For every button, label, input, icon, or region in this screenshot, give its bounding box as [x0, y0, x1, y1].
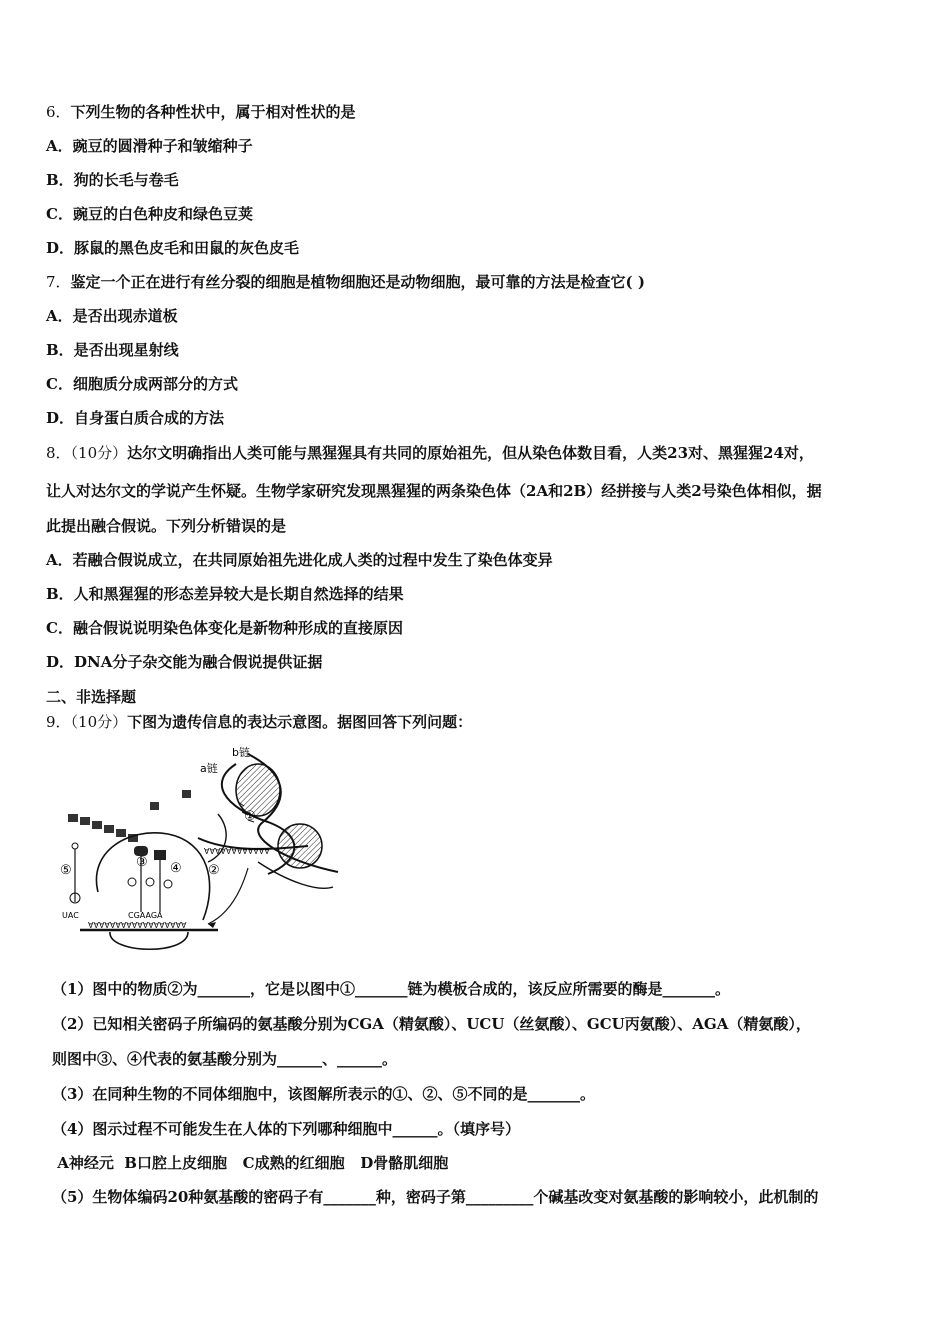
q7-option-a: A．是否出现赤道板 — [46, 307, 178, 325]
q7-option-b: B．是否出现星射线 — [46, 341, 179, 359]
q6-option-c: C．豌豆的白色种皮和绿色豆荚 — [46, 205, 253, 223]
q8-option-b: B．人和黑猩猩的形态差异较大是长期自然选择的结果 — [46, 585, 404, 603]
q8-option-a: A．若融合假说成立，在共同原始祖先进化成人类的过程中发生了染色体变异 — [46, 551, 553, 569]
ribosome-small-subunit — [110, 932, 188, 949]
q9-sub-2-cont: 则图中③、④代表的氨基酸分别为______、______。 — [52, 1050, 398, 1068]
q9-sub-5: （5）生物体编码20种氨基酸的密码子有_______种，密码子第_________个碱基改变对氨基酸的影响较小，此机制的 — [52, 1188, 819, 1206]
q6-option-a: A．豌豆的圆滑种子和皱缩种子 — [46, 137, 253, 155]
q6-stem-text: 下列生物的各种性状中，属于相对性状的是 — [70, 103, 356, 121]
q7-number: 7． — [46, 273, 71, 291]
dna-helix — [222, 754, 338, 874]
label-1: ① — [244, 809, 256, 824]
codon-label: CGAAGA — [128, 911, 163, 920]
anticodon-label: UAC — [62, 911, 79, 920]
q9-stem — [46, 712, 472, 732]
label-b-chain: b链 — [232, 746, 250, 759]
q9-sub-2: （2）已知相关密码子所编码的氨基酸分别为CGA（精氨酸）、UCU（丝氨酸）、GCU丙氨酸）、AGA（精氨酸）， — [52, 1015, 811, 1033]
trna-group — [70, 843, 172, 912]
q7-option-c: C．细胞质分成两部分的方式 — [46, 375, 238, 393]
q8-stem-text-1: 达尔文明确指出人类可能与黑猩猩具有共同的原始祖先，但从染色体数目看，人类23对、黑猩猩24对， — [127, 444, 814, 462]
q6-option-b: B．狗的长毛与卷毛 — [46, 171, 179, 189]
gene-expression-diagram — [58, 742, 348, 960]
label-5: ⑤ — [60, 863, 72, 878]
q7-option-d: D．自身蛋白质合成的方法 — [46, 409, 225, 427]
q9-sub-3: （3）在同种生物的不同体细胞中，该图解所表示的①、②、⑤不同的是_______。 — [52, 1085, 595, 1103]
label-2: ② — [208, 863, 220, 878]
label-a-chain: a链 — [200, 762, 218, 775]
label-4: ④ — [170, 861, 182, 876]
q8-stem-line-1 — [46, 443, 814, 463]
q9-sub-4: （4）图示过程不可能发生在人体的下列哪种细胞中______。（填序号） — [52, 1120, 520, 1138]
ribosome-large-subunit — [96, 833, 209, 920]
q6-option-d: D．豚鼠的黑色皮毛和田鼠的灰色皮毛 — [46, 239, 300, 257]
q9-stem-text: 下图为遗传信息的表达示意图。据图回答下列问题： — [127, 713, 473, 731]
mrna-bases-lower: ∀∀∀∀∀∀∀∀∀∀∀∀∀∀∀∀∀∀ — [88, 921, 187, 930]
q8-stem-line-3: 此提出融合假说。下列分析错误的是 — [46, 517, 287, 535]
q6-stem — [46, 102, 356, 122]
section-heading: 二、非选择题 — [46, 688, 137, 706]
q8-stem-line-2: 让人对达尔文的学说产生怀疑。生物学家研究发现黑猩猩的两条染色体（2A和2B）经拼接与人类2号染色体相似，据 — [46, 482, 822, 500]
mrna-bases-upper: ∀∀∀∀∀∀∀∀∀∀∀∀ — [204, 847, 270, 856]
q8-option-d: D．DNA分子杂交能为融合假说提供证据 — [46, 653, 323, 671]
label-3: ③ — [136, 855, 148, 870]
q8-option-c: C．融合假说说明染色体变化是新物种形成的直接原因 — [46, 619, 403, 637]
q9-sub-1: （1）图中的物质②为_______，它是以图中①_______链为模板合成的，该反应所需要的酶是_______。 — [52, 980, 730, 998]
q6-number: 6． — [46, 103, 71, 121]
q9-sub-4-options: A神经元 B口腔上皮细胞 C成熟的红细胞 D骨骼肌细胞 — [52, 1154, 449, 1172]
q7-stem — [46, 272, 645, 292]
polypeptide-chain — [68, 790, 191, 842]
q8-number: 8．（10分） — [46, 444, 128, 462]
q7-stem-text: 鉴定一个正在进行有丝分裂的细胞是植物细胞还是动物细胞，最可靠的方法是检查它( ) — [70, 273, 645, 291]
q9-number: 9．（10分） — [46, 713, 128, 731]
